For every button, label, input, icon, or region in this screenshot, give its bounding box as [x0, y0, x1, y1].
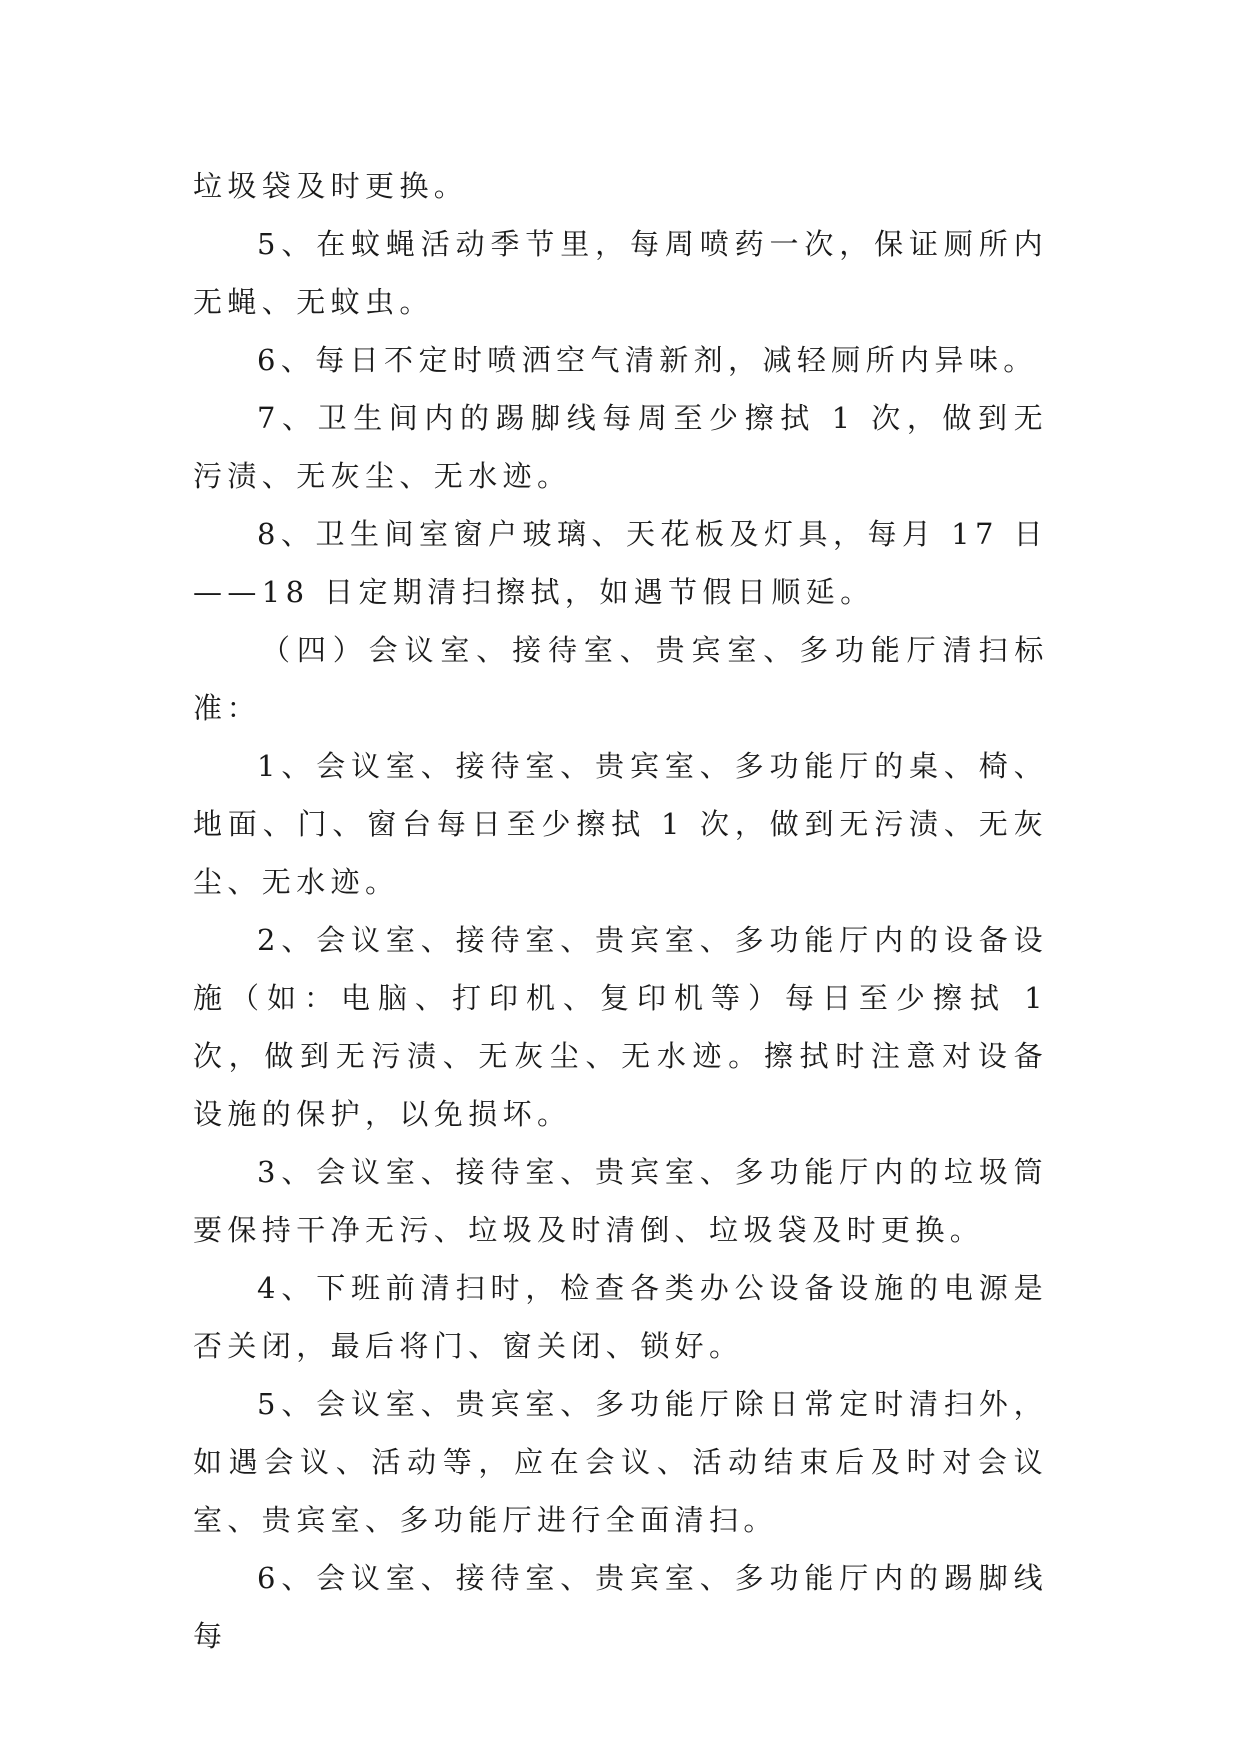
paragraph-item-8-windows-lights: 8、卫生间室窗户玻璃、天花板及灯具，每月 17 日——18 日定期清扫擦拭，如遇节假日顺延。 — [193, 517, 1048, 609]
paragraph-item-1-furniture: 1、会议室、接待室、贵宾室、多功能厅的桌、椅、地面、门、窗台每日至少擦拭 1 次，做到无污渍、无灰尘、无水迹。 — [193, 749, 1048, 899]
paragraph-item-7-baseboard: 7、卫生间内的踢脚线每周至少擦拭 1 次，做到无污渍、无灰尘、无水迹。 — [193, 401, 1048, 493]
paragraph-item-6-air-freshener: 6、每日不定时喷洒空气清新剂，减轻厕所内异味。 — [257, 343, 1038, 377]
document-body — [193, 157, 1048, 1665]
paragraph-item-3-trash-bins: 3、会议室、接待室、贵宾室、多功能厅内的垃圾筒要保持干净无污、垃圾及时清倒、垃圾袋及时更换。 — [193, 1155, 1048, 1247]
paragraph-item-5-mosquito-control: 5、在蚊蝇活动季节里，每周喷药一次，保证厕所内无蝇、无蚊虫。 — [193, 227, 1048, 319]
paragraph-item-5-after-events: 5、会议室、贵宾室、多功能厅除日常定时清扫外，如遇会议、活动等，应在会议、活动结束后及时对会议室、贵宾室、多功能厅进行全面清扫。 — [193, 1387, 1048, 1537]
paragraph-item-6-baseboard: 6、会议室、接待室、贵宾室、多功能厅内的踢脚线每 — [193, 1561, 1048, 1653]
paragraph-item-4-power-check: 4、下班前清扫时，检查各类办公设备设施的电源是否关闭，最后将门、窗关闭、锁好。 — [193, 1271, 1048, 1363]
paragraph-continuation: 垃圾袋及时更换。 — [193, 169, 469, 203]
section-heading-meeting-rooms: （四）会议室、接待室、贵宾室、多功能厅清扫标准： — [193, 633, 1048, 725]
paragraph-item-2-equipment: 2、会议室、接待室、贵宾室、多功能厅内的设备设施（如：电脑、打印机、复印机等）每日至少擦拭 1 次，做到无污渍、无灰尘、无水迹。擦拭时注意对设备设施的保护，以免损坏。 — [193, 923, 1048, 1131]
